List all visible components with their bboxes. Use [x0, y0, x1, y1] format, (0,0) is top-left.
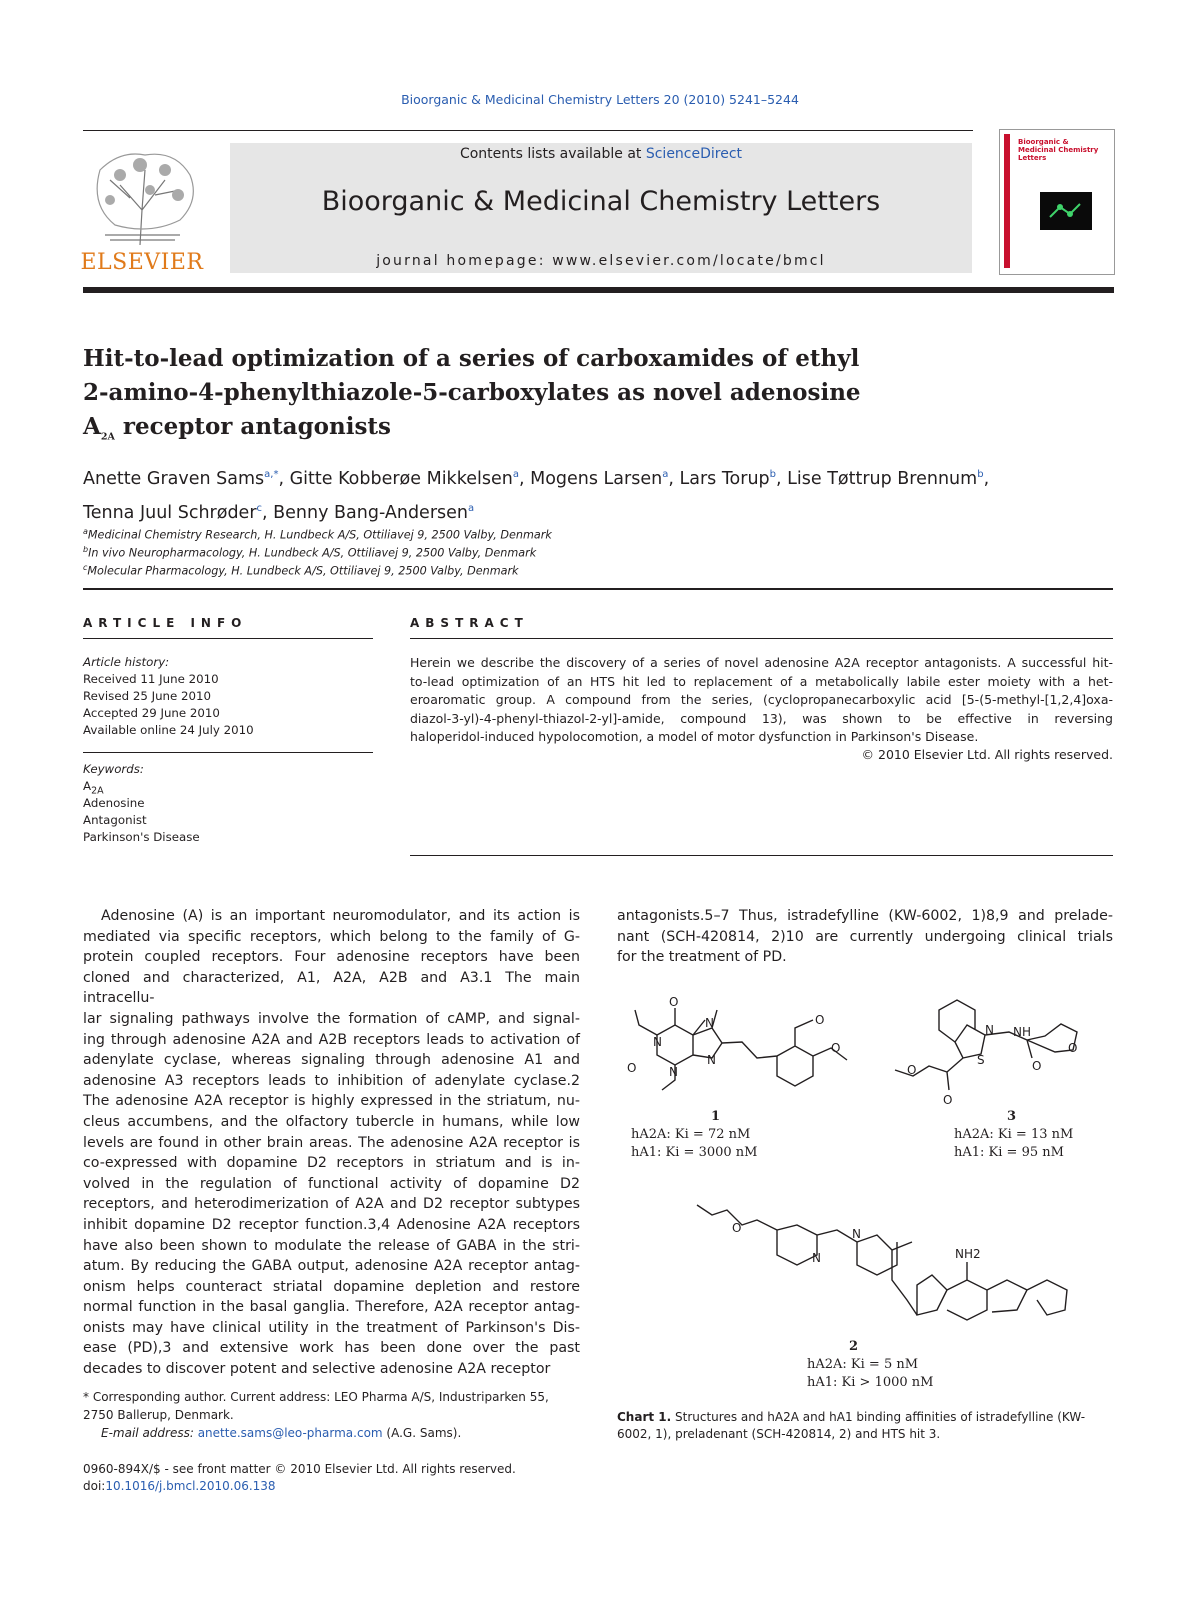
keyword-a2a: $A_{2A}$ — [83, 779, 104, 797]
history-received: Received 11 June 2010 — [83, 672, 219, 686]
body-text-line: levels are found in other brain areas. The adenosine A2A receptor is — [83, 1134, 580, 1151]
footnote-email — [83, 1424, 598, 1442]
atom-label: N — [852, 1227, 861, 1241]
history-revised: Revised 25 June 2010 — [83, 689, 212, 703]
author-affiliation-marker[interactable]: c — [256, 502, 263, 514]
body-text-line: Adenosine (A) is an important neuromodulator, and its action is — [101, 908, 580, 924]
atom-label: N — [669, 1065, 678, 1079]
body-text-line: protein coupled receptors. Four adenosine receptors have been — [83, 949, 580, 966]
author-name: Benny Bang-Andersen — [273, 502, 468, 523]
atom-label: O — [831, 1041, 841, 1055]
body-text-line: co-expressed with dopamine D2 receptors in striatum and is in- — [83, 1155, 580, 1172]
article-title — [83, 342, 1043, 455]
body-text-line: nant (SCH-420814, 2)10 are currently undergoing clinical trials — [617, 928, 1113, 945]
affiliation-c — [83, 563, 519, 578]
atom-label: NH — [1013, 1025, 1031, 1039]
keywords-rule — [83, 752, 373, 753]
author-affiliation-marker[interactable]: b — [769, 469, 777, 480]
cmpd3-label: 3 — [1007, 1109, 1017, 1124]
cmpd1-label: 1 — [711, 1109, 721, 1124]
cmpd2-label: 2 — [849, 1339, 859, 1354]
sciencedirect-link[interactable]: ScienceDirect — [645, 146, 743, 162]
abstract-copyright: © 2010 Elsevier Ltd. All rights reserved. — [861, 747, 1113, 762]
affiliation-text: Medicinal Chemistry Research, H. Lundbeck A/S, Ottiliavej 9, 2500 Valby, Denmark — [87, 528, 552, 542]
abstract-bottom-rule — [410, 855, 1113, 856]
atom-label: O — [815, 1013, 825, 1027]
cmpd2-a1: hA1: Ki > 1000 nM — [807, 1375, 934, 1390]
chart-caption — [617, 1409, 1113, 1443]
body-text-line: onism helps counteract striatal dopamine depletion and restore — [83, 1278, 580, 1295]
atom-label: NH2 — [955, 1247, 981, 1261]
cmpd1-bonds — [657, 1020, 847, 1086]
footnote-text: Corresponding author. Current address: LEO Pharma A/S, Industriparken 55, — [92, 1390, 549, 1404]
abstract-rule — [410, 638, 1113, 639]
caption-text: Structures and hA2A and hA1 binding affinities of istradefylline (KW-6002, 1), preladenant (SCH-420814, 2) and HTS hit 3. — [617, 1410, 1086, 1441]
article-info-rule — [83, 638, 373, 639]
chart-1-structures — [617, 980, 1113, 1400]
abstract-line: diazol-3-yl)-4-phenyl-thiazol-2-yl]-amide, compound 13), was shown to be effective in reversing — [410, 710, 1113, 726]
body-text-line: antagonists.5–7 Thus, istradefylline (KW-6002, 1)8,9 and prelade- — [617, 908, 1113, 924]
email-link[interactable]: anette.sams@leo-pharma.com — [197, 1426, 383, 1440]
cmpd1-a2a: hA2A: Ki = 72 nM — [631, 1127, 751, 1142]
cover-red-band — [1004, 134, 1010, 268]
body-text-line: adenosine A3 receptors leads to inhibition of adenylate cyclase.2 — [83, 1072, 580, 1089]
doi-link[interactable]: 10.1016/j.bmcl.2010.06.138 — [105, 1479, 276, 1493]
title-suffix: receptor antagonists — [114, 413, 391, 440]
abstract-line: to-lead optimization of an HTS hit led to replacement of a metabolically labile ester moiety with a het- — [410, 673, 1113, 689]
abstract-body — [410, 654, 1113, 747]
body-text-line: mediated via specific receptors, which belong to the family of G- — [83, 928, 580, 945]
doi-label: doi: — [83, 1479, 106, 1493]
author-affiliation-marker[interactable]: a — [512, 469, 519, 480]
title-line-1: Hit-to-lead optimization of a series of carboxamides of ethyl — [83, 345, 860, 372]
cmpd2-bonds — [697, 1205, 1067, 1320]
abstract-line: eroaromatic group. A compound from the series, (cyclopropanecarboxylic acid [5-(5-methyl-[1,2,4]oxa- — [410, 692, 1113, 708]
author-name: Anette Graven Sams — [83, 468, 265, 489]
author-affiliation-marker[interactable]: a,* — [264, 469, 279, 480]
atom-label: N — [812, 1251, 821, 1265]
running-head[interactable]: Bioorganic & Medicinal Chemistry Letters 20 (2010) 5241–5244 — [401, 92, 799, 107]
body-text-line: ease (PD),3 and extensive work has been done over the past — [83, 1340, 580, 1357]
body-text-line: decades to discover potent and selective adenosine A2A receptor — [83, 1361, 551, 1378]
atom-label: O — [907, 1063, 917, 1077]
cmpd3-bonds — [895, 1000, 1077, 1090]
history-online: Available online 24 July 2010 — [83, 723, 254, 737]
footnote-star: * — [83, 1390, 89, 1404]
footnote-corresponding — [83, 1388, 580, 1406]
body-column-left — [83, 906, 580, 1380]
atom-label: O — [669, 995, 679, 1009]
journal-homepage-link[interactable]: journal homepage: www.elsevier.com/locate/bmcl — [376, 253, 826, 269]
title-line-3 — [83, 410, 1043, 455]
contents-availability — [230, 146, 972, 162]
atom-label: O — [732, 1221, 742, 1235]
author-name: Gitte Kobberøe Mikkelsen — [289, 468, 513, 489]
atom-label: S — [977, 1053, 985, 1067]
body-text-line: cloned and characterized, A1, A2A, A2B and A3.1 The main intracellu- — [83, 969, 580, 1007]
affiliation-text: Molecular Pharmacology, H. Lundbeck A/S, Ottiliavej 9, 2500 Valby, Denmark — [87, 564, 519, 578]
atom-label: N — [653, 1035, 662, 1049]
elsevier-wordmark: ELSEVIER — [80, 250, 204, 275]
email-label: E-mail address: — [101, 1426, 198, 1440]
atom-label: N — [707, 1053, 716, 1067]
cover-image — [1040, 192, 1092, 230]
author-name: Lars Torup — [679, 468, 770, 489]
body-text-line: volved in the regulation of functional activity of dopamine D2 — [83, 1175, 580, 1192]
atom-label: N — [705, 1016, 714, 1030]
atom-label: O — [627, 1061, 637, 1075]
author-list: Anette Graven Sams$^{a,*}$, Gitte Kobberøe Mikkelsen$^a$, Mogens Larsen$^a$, Lars Torup$^b$, Lise Tøttrup Brennum$^b$, Tenna Juul Schrøder$^c$, Benny Bang-Andersen$^a$ — [83, 468, 990, 523]
affiliation-a — [83, 527, 552, 542]
body-text-line: onists may have clinical utility in the treatment of Parkinson's Dis- — [83, 1319, 580, 1336]
author-affiliation-marker[interactable]: a — [662, 469, 669, 480]
body-text-line: atum. By reducing the GABA output, adenosine A2A receptor antag- — [83, 1258, 580, 1275]
atom-label: O — [1032, 1059, 1042, 1073]
keyword-antagonist: Antagonist — [83, 813, 147, 827]
author-name: Mogens Larsen — [530, 468, 663, 489]
cover-molecule-icon — [1040, 192, 1092, 230]
keyword-adenosine: Adenosine — [83, 796, 145, 810]
body-text-line: inhibit dopamine D2 receptor function.3,4 Adenosine A2A receptors — [83, 1216, 580, 1233]
doi-line — [83, 1477, 580, 1495]
abstract-line: haloperidol-induced hypolocomotion, a model of motor dysfunction in Parkinson's Disease. — [410, 729, 979, 745]
affiliation-marker: c — [83, 563, 88, 572]
author-affiliation-marker[interactable]: a — [468, 502, 475, 514]
author-name: Tenna Juul Schrøder — [83, 502, 257, 523]
body-text-line: have also been shown to modulate the release of GABA in the stri- — [83, 1237, 580, 1254]
contents-prefix: Contents lists available at — [459, 146, 646, 162]
cmpd3-a1: hA1: Ki = 95 nM — [954, 1145, 1064, 1160]
masthead-top-rule — [83, 130, 973, 131]
journal-title: Bioorganic & Medicinal Chemistry Letters — [321, 186, 881, 217]
issn-line: 0960-894X/$ - see front matter © 2010 Elsevier Ltd. All rights reserved. — [83, 1462, 516, 1476]
author-name: Lise Tøttrup Brennum — [787, 468, 978, 489]
history-label: Article history: — [83, 655, 170, 669]
affiliation-text: In vivo Neuropharmacology, H. Lundbeck A/S, Ottiliavej 9, 2500 Valby, Denmark — [88, 546, 537, 560]
cmpd1-a1: hA1: Ki = 3000 nM — [631, 1145, 758, 1160]
body-text-line: receptors, and heterodimerization of A2A and D2 receptor subtypes — [83, 1196, 580, 1213]
body-text-line: for the treatment of PD. — [617, 949, 787, 966]
affiliation-b — [83, 545, 536, 560]
atom-label: O — [1068, 1041, 1078, 1055]
abstract-line: Herein we describe the discovery of a series of novel adenosine A2A receptor antagonists. A successful hit- — [410, 655, 1113, 670]
article-info-heading: ARTICLE INFO — [83, 616, 248, 630]
affiliation-rule — [83, 588, 1113, 590]
title-a2a: A — [83, 413, 101, 440]
affiliation-marker: a — [83, 527, 88, 536]
body-text-line: The adenosine A2A receptor is highly expressed in the striatum, nu- — [83, 1093, 580, 1110]
caption-label: Chart 1. — [617, 1410, 672, 1424]
body-text-line: normal function in the basal ganglia. Therefore, A2A receptor antag- — [83, 1299, 580, 1316]
body-text-line: ing through adenosine A2A and A2B receptors leads to activation of — [83, 1031, 580, 1048]
title-line-2: 2-amino-4-phenylthiazole-5-carboxylates as novel adenosine — [83, 379, 861, 406]
masthead-thick-rule — [83, 287, 1114, 293]
atom-label: O — [943, 1093, 953, 1107]
cmpd2-a2a: hA2A: Ki = 5 nM — [807, 1357, 919, 1372]
abstract-heading: ABSTRACT — [410, 616, 529, 630]
atom-label: N — [985, 1023, 994, 1037]
body-text-line: lar signaling pathways involve the formation of cAMP, and signal- — [83, 1010, 580, 1027]
cmpd3-a2a: hA2A: Ki = 13 nM — [954, 1127, 1074, 1142]
author-affiliation-marker[interactable]: b — [977, 469, 984, 480]
history-accepted: Accepted 29 June 2010 — [83, 706, 220, 720]
keywords-label: Keywords: — [83, 762, 144, 776]
keyword-parkinsons: Parkinson's Disease — [83, 830, 200, 844]
body-text-line: cleus accumbens, and the olfactory tubercle in humans, while low — [83, 1113, 580, 1130]
cover-title: Bioorganic & Medicinal Chemistry Letters — [1018, 138, 1099, 162]
footnote-address: 2750 Ballerup, Denmark. — [83, 1408, 234, 1422]
journal-cover-thumbnail — [999, 129, 1115, 275]
affiliation-marker: b — [83, 545, 89, 554]
title-a2a-subscript: 2A — [100, 431, 115, 443]
body-column-right — [617, 906, 1113, 968]
email-suffix: (A.G. Sams). — [382, 1426, 462, 1440]
body-text-line: adenylate cyclase, whereas signaling through adenosine A1 and — [83, 1052, 580, 1069]
